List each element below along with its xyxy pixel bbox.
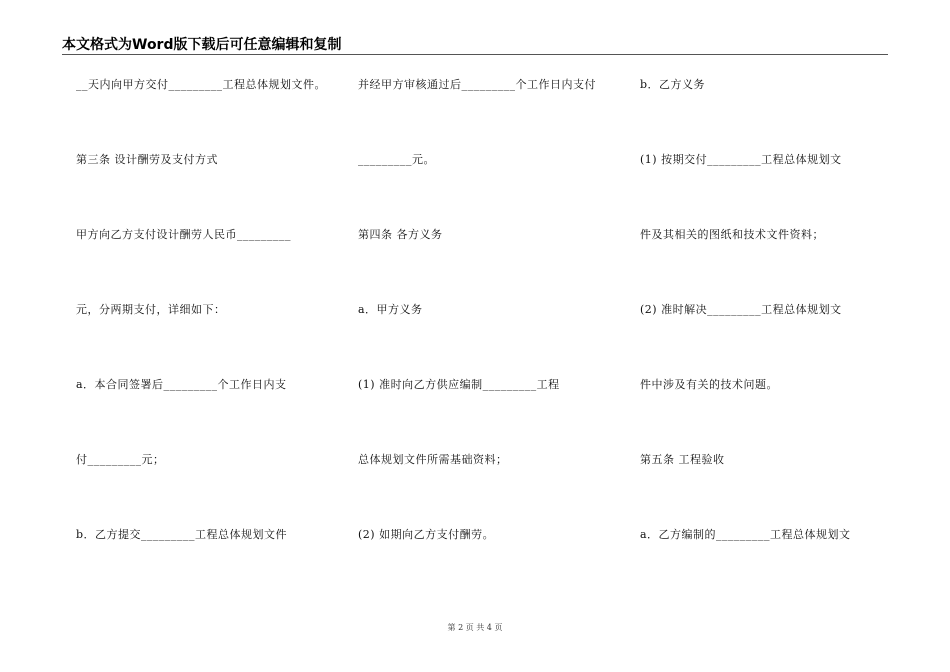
text-line: 付_________元； (76, 453, 165, 466)
text-line: a．乙方编制的_________工程总体规划文 (640, 528, 851, 541)
text-line: 总体规划文件所需基础资料； (358, 453, 508, 466)
text-line: 第五条 工程验收 (640, 453, 725, 466)
text-line: a．甲方义务 (358, 303, 423, 316)
text-line: a．本合同签署后_________个工作日内支 (76, 378, 287, 391)
text-line: (2) 准时解决_________工程总体规划文 (640, 303, 842, 316)
text-line: 元，分两期支付，详细如下： (76, 303, 226, 316)
text-line: __天内向甲方交付_________工程总体规划文件。 (76, 78, 326, 91)
text-line: (1) 按期交付_________工程总体规划文 (640, 153, 842, 166)
text-line: 第三条 设计酬劳及支付方式 (76, 153, 218, 166)
text-line: _________元。 (358, 153, 435, 166)
page-number: 第 2 页 共 4 页 (447, 623, 503, 632)
text-line: 件及其相关的图纸和技术文件资料； (640, 228, 824, 241)
text-line: (1) 准时向乙方供应编制_________工程 (358, 378, 560, 391)
text-line: b．乙方提交_________工程总体规划文件 (76, 528, 288, 541)
header-title: 本文格式为Word版下载后可任意编辑和复制 (62, 37, 342, 53)
text-line: 并经甲方审核通过后_________个工作日内支付 (358, 78, 596, 91)
text-line: 第四条 各方义务 (358, 228, 443, 241)
text-line: 甲方向乙方支付设计酬劳人民币_________ (76, 228, 291, 241)
text-line: b．乙方义务 (640, 78, 706, 91)
text-line: 件中涉及有关的技术问题。 (640, 378, 778, 391)
page-header (62, 34, 888, 55)
text-line: (2) 如期向乙方支付酬劳。 (358, 528, 495, 541)
